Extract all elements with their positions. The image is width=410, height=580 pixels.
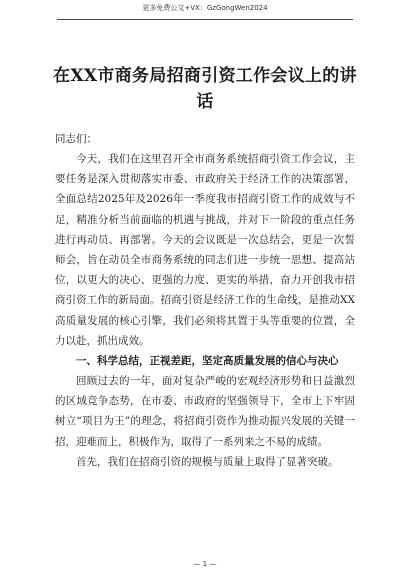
page-number: — 1 — bbox=[193, 560, 217, 568]
page-header bbox=[0, 0, 410, 24]
intro-paragraph: 今天，我们在这里召开全市商务系统招商引资工作会议，主要任务是深入贯彻落实市委、市政府关于经济工作的决策部署，全面总结2025年及2026年一季度我市招商引资工作的成效与不足，精准分析当前面临的机遇与挑战，并对下一阶段的重点任务进行再动员、再部署。今天的会议既是一次总结会，更是一次誓师会，旨在动员全市商务系统的同志们进一步统一思想、提高站位，以更大的决心、更强的力度、更实的举措，奋力开创我市招商引资工作的新局面。招商引资是经济工作的生命线，是推动XX高质量发展的核心引擎，我们必须将其置于头等重要的位置，全力以赴，抓出成效。 bbox=[55, 153, 355, 347]
header-text: 更多免费公文+VX：GzGongWen2024 bbox=[142, 4, 268, 12]
salutation: 同志们： bbox=[55, 133, 97, 145]
section-heading: 一、科学总结，正视差距，坚定高质量发展的信心与决心 bbox=[76, 355, 339, 368]
document-title: 在XX市商务局招商引资工作会议上的讲话 bbox=[53, 66, 357, 112]
section-paragraph-2: 首先，我们在招商引资的规模与质量上取得了显著突破。 bbox=[76, 455, 339, 468]
document-body bbox=[55, 129, 355, 472]
section-paragraph-1: 回顾过去的一年，面对复杂严峻的宏观经济形势和日益激烈的区域竞争态势，在市委、市政府的坚强领导下，全市上下牢固树立“项目为王”的理念，将招商引资作为推动振兴发展的关键一招，迎难而上，积极作为，取得了一系列来之不易的成绩。 bbox=[55, 375, 355, 448]
header-rule bbox=[57, 19, 353, 20]
